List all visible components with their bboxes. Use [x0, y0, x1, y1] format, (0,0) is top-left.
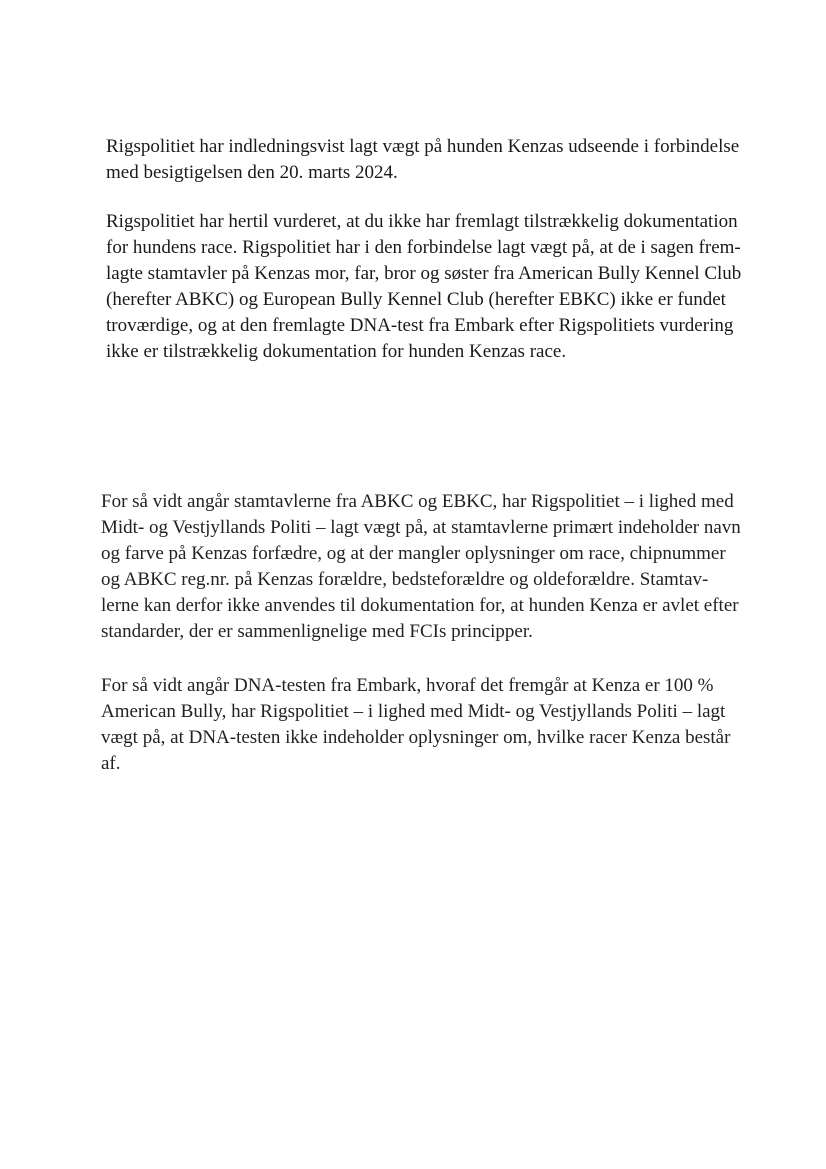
- paragraph-dna-test: [101, 673, 731, 777]
- text-line: Midt- og Vestjyllands Politi – lagt vægt på, at stamtavlerne primært indeholder navn: [101, 517, 741, 538]
- text-line: (herefter ABKC) og European Bully Kennel Club (herefter EBKC) ikke er fundet: [106, 289, 726, 310]
- text-line: Rigspolitiet har indledningsvist lagt vægt på hunden Kenzas udseende i forbindelse: [106, 136, 740, 157]
- text-line: og ABKC reg.nr. på Kenzas forældre, bedsteforældre og oldeforældre. Stamtav-: [101, 569, 709, 590]
- text-line: For så vidt angår DNA-testen fra Embark, hvoraf det fremgår at Kenza er 100 %: [101, 675, 714, 696]
- text-line: ikke er tilstrækkelig dokumentation for hunden Kenzas race.: [106, 341, 567, 362]
- text-line: For så vidt angår stamtavlerne fra ABKC og EBKC, har Rigspolitiet – i lighed med: [101, 491, 734, 512]
- text-line: og farve på Kenzas forfædre, og at der mangler oplysninger om race, chipnummer: [101, 543, 726, 564]
- paragraph-appearance: [106, 134, 740, 186]
- paragraph-pedigrees: [101, 489, 741, 645]
- text-line: standarder, der er sammenlignelige med FCIs principper.: [101, 621, 533, 642]
- text-line: af.: [101, 753, 121, 774]
- text-line: troværdige, og at den fremlagte DNA-test fra Embark efter Rigspolitiets vurdering: [106, 315, 734, 336]
- text-line: vægt på, at DNA-testen ikke indeholder oplysninger om, hvilke racer Kenza består: [101, 727, 731, 748]
- text-line: lerne kan derfor ikke anvendes til dokumentation for, at hunden Kenza er avlet efter: [101, 595, 739, 616]
- text-line: med besigtigelsen den 20. marts 2024.: [106, 162, 398, 183]
- text-line: American Bully, har Rigspolitiet – i lighed med Midt- og Vestjyllands Politi – lagt: [101, 701, 726, 722]
- text-line: for hundens race. Rigspolitiet har i den forbindelse lagt vægt på, at de i sagen frem-: [106, 237, 741, 258]
- text-line: Rigspolitiet har hertil vurderet, at du ikke har fremlagt tilstrækkelig dokumentation: [106, 211, 738, 232]
- paragraph-documentation: [106, 209, 740, 365]
- text-line: lagte stamtavler på Kenzas mor, far, bror og søster fra American Bully Kennel Club: [106, 263, 742, 284]
